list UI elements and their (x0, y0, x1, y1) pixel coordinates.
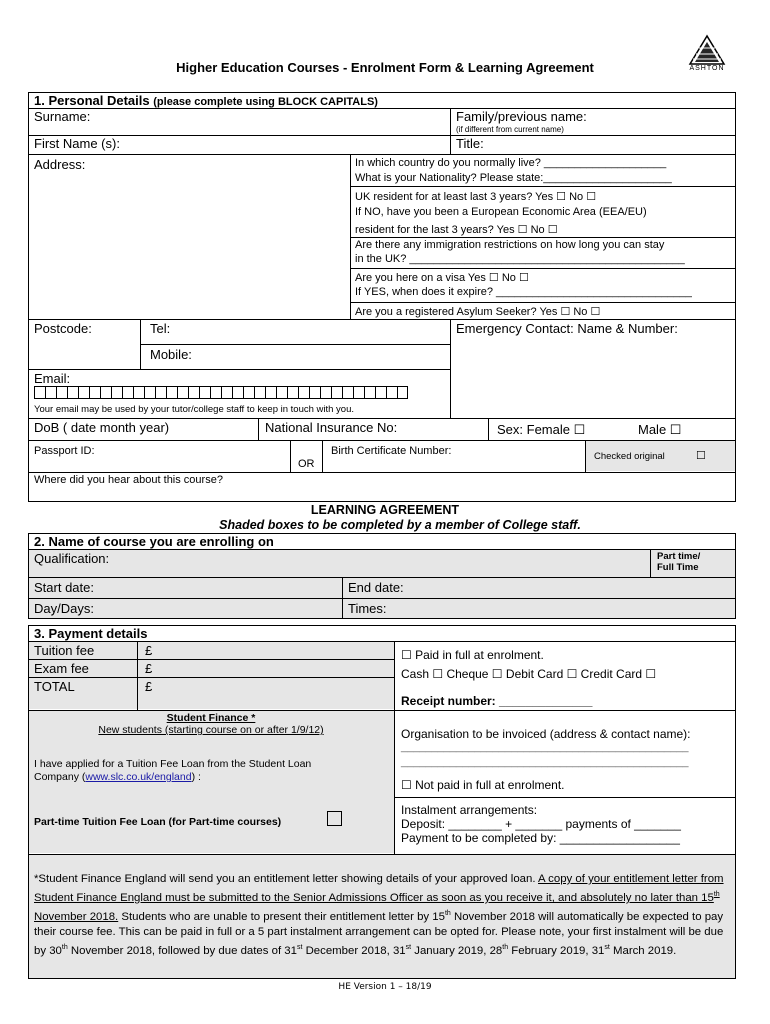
family-name-field[interactable]: Family/previous name: (456, 109, 587, 124)
tel-field[interactable]: Tel: (150, 321, 171, 336)
family-name-note: (if different from current name) (456, 125, 564, 134)
asylum-question[interactable]: Are you a registered Asylum Seeker? Yes ☐ No ☐ (355, 306, 601, 318)
full-time-label: Full Time (657, 562, 699, 573)
country-question[interactable]: In which country do you normally live? ____________________ (355, 157, 667, 169)
ni-field[interactable]: National Insurance No: (265, 420, 398, 435)
end-date-field[interactable]: End date: (348, 580, 404, 595)
learning-agreement-subheading: Shaded boxes to be completed by a member of College staff. (219, 518, 581, 532)
uk-resident-question[interactable]: UK resident for at least last 3 years? Yes ☐ No ☐ (355, 191, 597, 203)
emergency-contact-field[interactable]: Emergency Contact: Name & Number: (456, 321, 678, 336)
mobile-field[interactable]: Mobile: (150, 347, 192, 362)
course-heading: 2. Name of course you are enrolling on (34, 534, 274, 549)
receipt-number-field[interactable]: Receipt number: ______________ (401, 694, 593, 708)
or-label: OR (298, 458, 315, 470)
days-field[interactable]: Day/Days: (34, 601, 94, 616)
email-note: Your email may be used by your tutor/college staff to keep in touch with you. (34, 404, 355, 415)
payment-method-options[interactable]: Cash ☐ Cheque ☐ Debit Card ☐ Credit Card ☐ (401, 667, 657, 681)
times-field[interactable]: Times: (348, 601, 387, 616)
first-name-field[interactable]: First Name (s): (34, 136, 120, 151)
payment-completed-by-field[interactable]: Payment to be completed by: __________________ (401, 831, 680, 845)
address-field[interactable]: Address: (34, 157, 86, 172)
personal-heading: 1. Personal Details (please complete using BLOCK CAPITALS) (34, 93, 378, 108)
organisation-invoiced-field[interactable]: Organisation to be invoiced (address & contact name): (401, 727, 691, 741)
paid-in-full-option[interactable]: ☐ Paid in full at enrolment. (401, 648, 544, 662)
part-time-label: Part time/ (657, 551, 701, 562)
visa-question[interactable]: Are you here on a visa Yes ☐ No ☐ (355, 272, 529, 284)
dob-field[interactable]: DoB ( date month year) (34, 420, 170, 435)
slc-link[interactable]: www.slc.co.uk/england (85, 771, 192, 783)
checked-original-label: Checked original (594, 451, 665, 462)
email-input-grid[interactable] (34, 386, 408, 399)
student-finance-notice: *Student Finance England will send you an entitlement letter showing details of your approved loan. A copy of your entitlement letter from Student Finance England must be submitted to the Senior Admissions Officer as soon as you receive it, and absolutely no later than 15th November 2018. Students who are unable to present their entitlement letter by 15th November 2018 will automatically be expected to pay their course fee. This can be paid in full or a 5 part instalment arrangement can be opted for. Please note, your first instalment will be due by 30th November 2018, followed by due dates of 31st December 2018, 31st January 2019, 28th February 2019, 31st March 2019. (34, 873, 724, 957)
title-field[interactable]: Title: (456, 136, 484, 151)
learning-agreement-heading: LEARNING AGREEMENT (310, 503, 460, 517)
college-logo-icon (682, 34, 732, 80)
total-label: TOTAL (34, 679, 75, 694)
exam-fee-label: Exam fee (34, 661, 89, 676)
sex-male-option[interactable]: Male ☐ (638, 422, 682, 437)
eea-question-line2[interactable]: resident for the last 3 years? Yes ☐ No ☐ (355, 224, 558, 236)
student-finance-subtitle: New students (starting course on or after 1/9/12) (98, 724, 324, 736)
passport-field[interactable]: Passport ID: (34, 445, 95, 457)
email-label: Email: (34, 371, 71, 386)
organisation-line-2[interactable]: _______________________________________________ (401, 756, 689, 768)
instalment-label: Instalment arrangements: (401, 803, 538, 817)
birth-cert-field[interactable]: Birth Certificate Number: (331, 445, 452, 457)
part-time-loan-checkbox[interactable] (327, 811, 342, 826)
qualification-field[interactable]: Qualification: (34, 551, 110, 566)
total-value[interactable]: £ (145, 679, 153, 694)
start-date-field[interactable]: Start date: (34, 580, 94, 595)
deposit-field[interactable]: Deposit: ________ + _______ payments of _______ (401, 817, 681, 831)
postcode-field[interactable]: Postcode: (34, 321, 92, 336)
payment-heading: 3. Payment details (34, 626, 148, 641)
immigration-question-line1: Are there any immigration restrictions on how long you can stay (355, 239, 665, 251)
surname-field[interactable]: Surname: (34, 109, 91, 124)
nationality-question[interactable]: What is your Nationality? Please state:_____________________ (355, 172, 672, 184)
loan-applied-line2: Company (www.slc.co.uk/england) : (34, 771, 201, 783)
part-time-loan-label: Part-time Tuition Fee Loan (for Part-time courses) (34, 816, 282, 828)
visa-expire-question[interactable]: If YES, when does it expire? ________________________________ (355, 286, 692, 298)
exam-fee-value[interactable]: £ (145, 661, 153, 676)
organisation-line-1[interactable]: _______________________________________________ (401, 741, 689, 753)
eea-question-line1: If NO, have you been a European Economic Area (EEA/EU) (355, 206, 647, 218)
page-title: Higher Education Courses - Enrolment Form & Learning Agreement (176, 60, 594, 75)
tuition-fee-label: Tuition fee (34, 643, 95, 658)
immigration-question-line2[interactable]: in the UK? _____________________________________________ (355, 253, 685, 265)
checked-original-checkbox[interactable]: ☐ (696, 450, 706, 462)
logo-text: ASHTON (689, 65, 725, 72)
hear-about-field[interactable]: Where did you hear about this course? (34, 474, 223, 486)
sex-female-option[interactable]: Sex: Female ☐ (497, 422, 586, 437)
loan-applied-line1: I have applied for a Tuition Fee Loan from the Student Loan (34, 758, 312, 770)
version-footer: HE Version 1 – 18/19 (338, 982, 432, 992)
not-paid-in-full-option[interactable]: ☐ Not paid in full at enrolment. (401, 778, 565, 792)
student-finance-title: Student Finance * (166, 712, 256, 724)
tuition-fee-value[interactable]: £ (145, 643, 153, 658)
